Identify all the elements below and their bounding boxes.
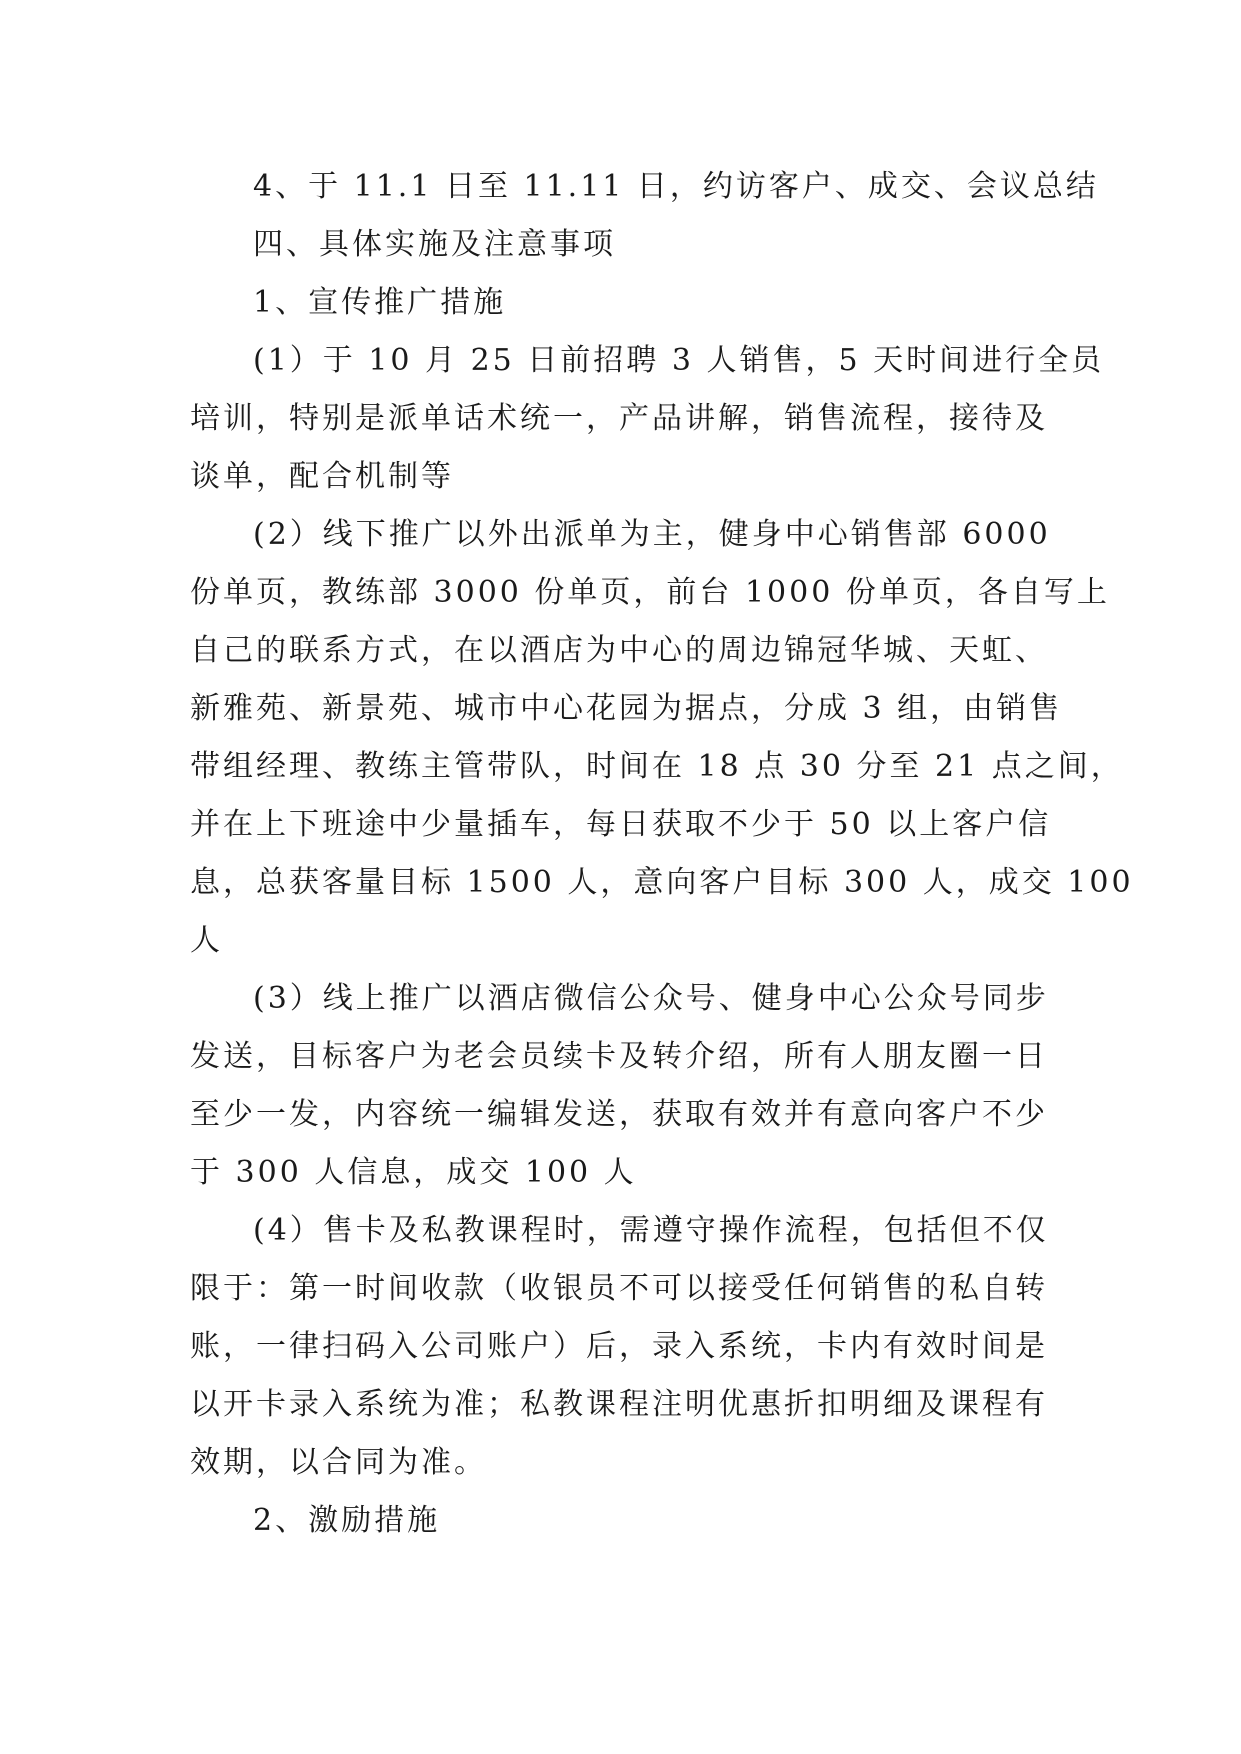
paragraph-line: (1）于 10 月 25 日前招聘 3 人销售，5 天时间进行全员 xyxy=(253,343,1105,378)
paragraph-line: 新雅苑、新景苑、城市中心花园为据点，分成 3 组，由销售 xyxy=(190,691,1063,726)
paragraph-line: 发送，目标客户为老会员续卡及转介绍，所有人朋友圈一日 xyxy=(190,1039,1048,1074)
paragraph-line: 以开卡录入系统为准；私教课程注明优惠折扣明细及课程有 xyxy=(190,1387,1048,1422)
section-line: 4、于 11.1 日至 11.11 日，约访客户、成交、会议总结 xyxy=(253,169,1099,204)
section-heading: 四、具体实施及注意事项 xyxy=(253,227,616,262)
paragraph-line: (4）售卡及私教课程时，需遵守操作流程，包括但不仅 xyxy=(253,1213,1049,1248)
paragraph-line: 培训，特别是派单话术统一，产品讲解，销售流程，接待及 xyxy=(190,401,1048,436)
paragraph-line: 效期，以合同为准。 xyxy=(190,1445,487,1480)
paragraph-line: 带组经理、教练主管带队，时间在 18 点 30 分至 21 点之间， xyxy=(190,749,1124,784)
subsection-heading: 1、宣传推广措施 xyxy=(253,285,507,320)
paragraph-line: 息，总获客量目标 1500 人，意向客户目标 300 人，成交 100 xyxy=(190,865,1134,900)
paragraph-line: 人 xyxy=(190,923,223,958)
paragraph-line: (2）线下推广以外出派单为主，健身中心销售部 6000 xyxy=(253,517,1051,552)
paragraph-line: 自己的联系方式，在以酒店为中心的周边锦冠华城、天虹、 xyxy=(190,633,1048,668)
document-page xyxy=(190,158,1134,1550)
paragraph-line: 并在上下班途中少量插车，每日获取不少于 50 以上客户信 xyxy=(190,807,1052,842)
paragraph-line: 至少一发，内容统一编辑发送，获取有效并有意向客户不少 xyxy=(190,1097,1048,1132)
paragraph-line: 于 300 人信息，成交 100 人 xyxy=(190,1155,637,1190)
paragraph-line: (3）线上推广以酒店微信公众号、健身中心公众号同步 xyxy=(253,981,1049,1016)
subsection-heading: 2、激励措施 xyxy=(253,1503,441,1538)
paragraph-line: 账，一律扫码入公司账户）后，录入系统，卡内有效时间是 xyxy=(190,1329,1048,1364)
paragraph-line: 份单页，教练部 3000 份单页，前台 1000 份单页，各自写上 xyxy=(190,575,1110,610)
paragraph-line: 谈单，配合机制等 xyxy=(190,459,454,494)
paragraph-line: 限于：第一时间收款（收银员不可以接受任何销售的私自转 xyxy=(190,1271,1048,1306)
